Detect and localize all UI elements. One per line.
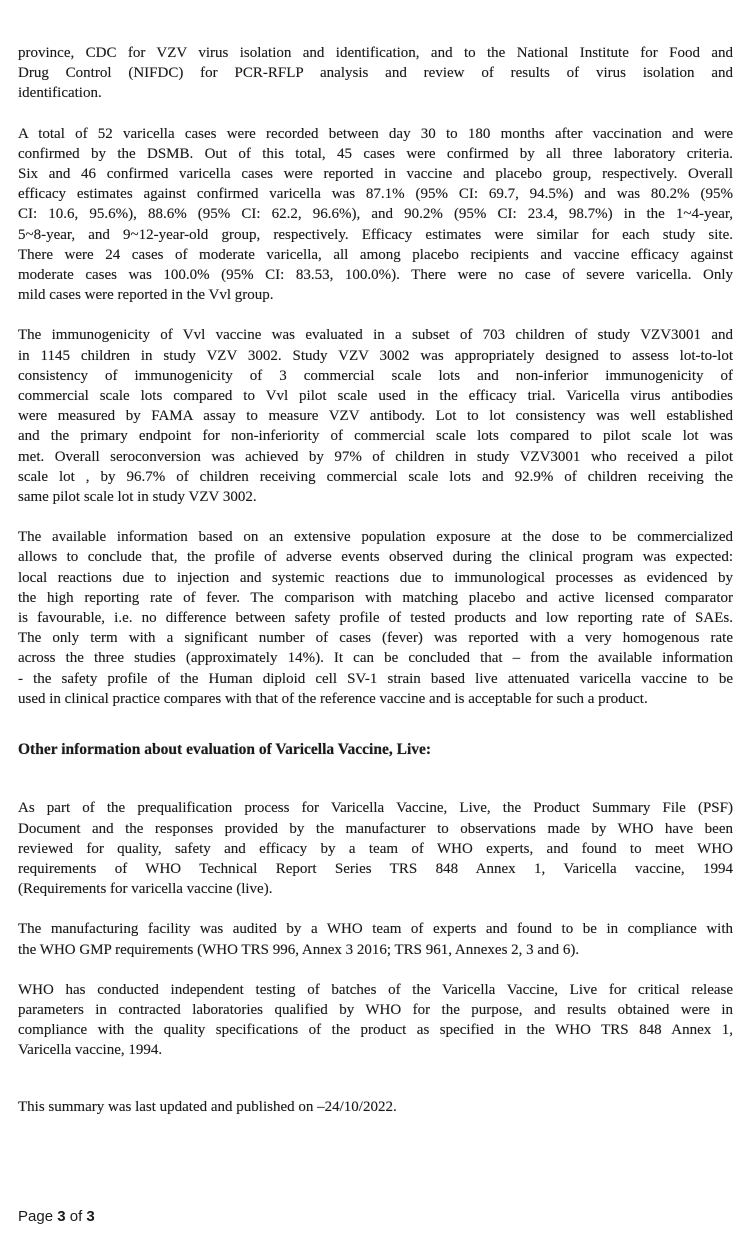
paragraph-line: There were 24 cases of moderate varicella, all among placebo recipients and vaccine efficacy against xyxy=(18,246,733,263)
paragraph-line: in 1145 children in study VZV 3002. Study VZV 3002 was appropriately designed to assess lot-to-lot xyxy=(18,347,733,364)
footer-page-label: Page xyxy=(18,1208,54,1225)
paragraph-line: met. Overall seroconversion was achieved by 97% of children in study VZV3001 who received a pilot xyxy=(18,448,733,465)
paragraph-line: CI: 10.6, 95.6%), 88.6% (95% CI: 62.2, 96.6%), and 90.2% (95% CI: 23.4, 98.7%) in the 1~4-year, xyxy=(18,206,733,223)
paragraph-line: moderate cases was 100.0% (95% CI: 83.53, 100.0%). There were no case of severe varicella. Only xyxy=(18,267,733,284)
document-body xyxy=(18,43,733,1117)
paragraph-line: compliance with the quality specifications of the product as specified in the WHO TRS 848 Annex 1, xyxy=(18,1022,733,1039)
paragraph-line: - the safety profile of the Human diploid cell SV-1 strain based live attenuated varicella vaccine to be xyxy=(18,670,733,687)
footer-page-number: 3 xyxy=(57,1208,66,1225)
paragraph-line: Varicella vaccine, 1994. xyxy=(18,1042,163,1059)
footer-total-pages: 3 xyxy=(86,1208,95,1225)
paragraph xyxy=(18,919,733,959)
paragraph-line: efficacy estimates against confirmed varicella was 87.1% (95% CI: 69.7, 94.5%) and was 80.2% (95% xyxy=(18,186,733,203)
paragraph xyxy=(18,980,733,1061)
paragraph-line: province, CDC for VZV virus isolation and identification, and to the National Institute for Food and xyxy=(18,45,733,61)
footer-of-label: of xyxy=(69,1208,83,1225)
paragraph-line: requirements of WHO Technical Report Series TRS 848 Annex 1, Varicella vaccine, 1994 xyxy=(18,860,733,877)
paragraph-line: used in clinical practice compares with that of the reference vaccine and is acceptable for such a product. xyxy=(18,690,648,707)
paragraph-line: Document and the responses provided by the manufacturer to observations made by WHO have been xyxy=(18,820,733,837)
paragraph-line: The manufacturing facility was audited by a WHO team of experts and found to be in compliance with xyxy=(18,921,733,938)
paragraph-line: confirmed by the DSMB. Out of this total, 45 cases were confirmed by all three laboratory criteria. xyxy=(18,145,733,162)
paragraph-line: local reactions due to injection and systemic reactions due to immunological processes as evidenced by xyxy=(18,569,733,586)
paragraph xyxy=(18,325,733,507)
paragraph-line: across the three studies (approximately 14%). It can be concluded that – from the available information xyxy=(18,650,733,667)
paragraph-line: the WHO GMP requirements (WHO TRS 996, Annex 3 2016; TRS 961, Annexes 2, 3 and 6). xyxy=(18,941,580,958)
heading-text: Other information about evaluation of Varicella Vaccine, Live: xyxy=(18,741,432,759)
paragraph xyxy=(18,43,733,104)
paragraph-line: scale lot , by 96.7% of children receiving commercial scale lots and 92.9% of children receiving the xyxy=(18,468,733,485)
paragraph-line: were measured by FAMA assay to measure VZV antibody. Lot to lot consistency was well established xyxy=(18,408,733,425)
paragraph-line: identification. xyxy=(18,85,102,102)
paragraph-line: A total of 52 varicella cases were recorded between day 30 to 180 months after vaccination and were xyxy=(18,125,733,142)
paragraph-line: This summary was last updated and published on –24/10/2022. xyxy=(18,1098,397,1115)
paragraph-line: same pilot scale lot in study VZV 3002. xyxy=(18,489,257,506)
section-heading xyxy=(18,740,733,760)
paragraph-line: 5~8-year, and 9~12-year-old group, respectively. Efficacy estimates were similar for each study site. xyxy=(18,226,733,243)
page-footer xyxy=(18,1207,95,1227)
paragraph-line: commercial scale lots compared to Vvl pilot scale used in the efficacy trial. Varicella virus antibodies xyxy=(18,388,733,405)
paragraph-line: Drug Control (NIFDC) for PCR-RFLP analysis and review of results of virus isolation and xyxy=(18,65,733,82)
paragraph xyxy=(18,1097,733,1117)
paragraph-line: reviewed for quality, safety and efficacy by a team of WHO experts, and found to meet WHO xyxy=(18,840,733,857)
paragraph xyxy=(18,527,733,709)
paragraph-line: parameters in contracted laboratories qualified by WHO for the purpose, and results obtained were in xyxy=(18,1001,733,1018)
paragraph-line: As part of the prequalification process for Varicella Vaccine, Live, the Product Summary File (PSF) xyxy=(18,800,733,817)
paragraph-line: The available information based on an extensive population exposure at the dose to be commercialized xyxy=(18,529,733,546)
paragraph-line: allows to conclude that, the profile of adverse events observed during the clinical program was expected: xyxy=(18,549,733,566)
paragraph xyxy=(18,124,733,306)
paragraph-line: the high reporting rate of fever. The comparison with matching placebo and active licensed comparator xyxy=(18,589,733,606)
paragraph-line: consistency of immunogenicity of 3 commercial scale lots and non-inferior immunogenicity of xyxy=(18,367,733,384)
paragraph-line: The only term with a significant number of cases (fever) was reported with a very homogenous rate xyxy=(18,630,733,647)
paragraph-line: The immunogenicity of Vvl vaccine was evaluated in a subset of 703 children of study VZV3001 and xyxy=(18,327,733,344)
paragraph xyxy=(18,798,733,899)
paragraph-line: WHO has conducted independent testing of batches of the Varicella Vaccine, Live for critical release xyxy=(18,981,733,998)
paragraph-line: and the primary endpoint for non-inferiority of commercial scale lots compared to pilot scale lot was xyxy=(18,428,733,445)
paragraph-line: is favourable, i.e. no difference between safety profile of tested products and low reporting rate of SAEs. xyxy=(18,610,733,627)
paragraph-line: mild cases were reported in the Vvl group. xyxy=(18,287,274,304)
paragraph-line: Six and 46 confirmed varicella cases were reported in vaccine and placebo group, respectively. Overall xyxy=(18,166,733,183)
paragraph-line: (Requirements for varicella vaccine (live). xyxy=(18,881,273,898)
